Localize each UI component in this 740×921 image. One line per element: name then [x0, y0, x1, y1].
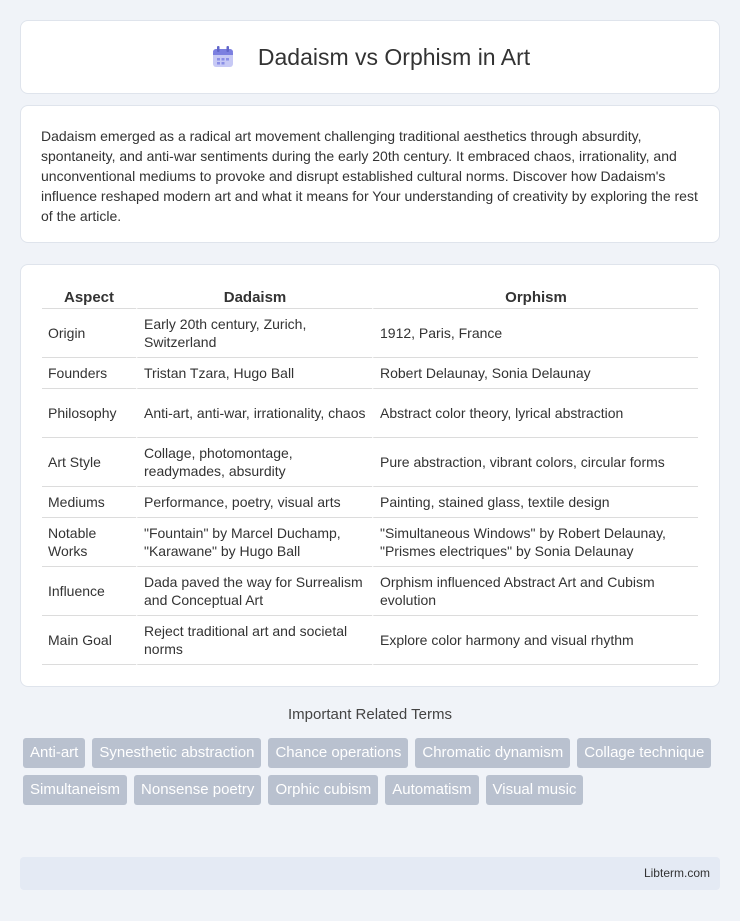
- dadaism-cell: Anti-art, anti-war, irrationality, chaos: [136, 389, 372, 438]
- term-tag[interactable]: Chance operations: [268, 738, 408, 768]
- header-orphism: Orphism: [372, 285, 698, 309]
- term-tag[interactable]: Synesthetic abstraction: [92, 738, 261, 768]
- aspect-cell: Philosophy: [42, 389, 136, 438]
- aspect-cell: Art Style: [42, 438, 136, 487]
- aspect-cell: Main Goal: [42, 616, 136, 665]
- term-tag[interactable]: Anti-art: [23, 738, 85, 768]
- footer-site-link[interactable]: Libterm.com: [643, 866, 710, 880]
- header-dadaism: Dadaism: [136, 285, 372, 309]
- term-tag[interactable]: Orphic cubism: [268, 775, 378, 805]
- term-tag[interactable]: Chromatic dynamism: [415, 738, 570, 768]
- dadaism-cell: Dada paved the way for Surrealism and Conceptual Art: [136, 567, 372, 616]
- table-header-row: [42, 285, 698, 309]
- orphism-cell: 1912, Paris, France: [372, 309, 698, 358]
- term-tag[interactable]: Automatism: [385, 775, 478, 805]
- related-terms-title: Important Related Terms: [288, 706, 452, 723]
- table-row: [42, 518, 698, 567]
- table-row: [42, 567, 698, 616]
- table-row: [42, 487, 698, 518]
- page-title: Dadaism vs Orphism in Art: [257, 43, 531, 70]
- table-row: [42, 616, 698, 665]
- dadaism-cell: Collage, photomontage, readymades, absurdity: [136, 438, 372, 487]
- orphism-cell: Explore color harmony and visual rhythm: [372, 616, 698, 665]
- intro-text: Dadaism emerged as a radical art movement challenging traditional aesthetics through absurdity, spontaneity, and anti-war sentiments during the early 20th century. It embraced chaos, irrationality, and unconventional mediums to provoke and disrupt established cultural norms. Discover how Dadaism's influence reshaped modern art and what it means for Your understanding of creativity by exploring the rest of the article.: [41, 128, 698, 224]
- dadaism-cell: Tristan Tzara, Hugo Ball: [136, 358, 372, 389]
- term-tag[interactable]: Simultaneism: [23, 775, 127, 805]
- dadaism-cell: "Fountain" by Marcel Duchamp, "Karawane" by Hugo Ball: [136, 518, 372, 567]
- aspect-cell: Influence: [42, 567, 136, 616]
- orphism-cell: Robert Delaunay, Sonia Delaunay: [372, 358, 698, 389]
- term-tag[interactable]: Collage technique: [577, 738, 711, 768]
- aspect-cell: Founders: [42, 358, 136, 389]
- orphism-cell: Orphism influenced Abstract Art and Cubism evolution: [372, 567, 698, 616]
- aspect-cell: Mediums: [42, 487, 136, 518]
- comparison-table: [42, 285, 698, 665]
- dadaism-cell: Performance, poetry, visual arts: [136, 487, 372, 518]
- table-row: [42, 438, 698, 487]
- table-row: [42, 358, 698, 389]
- orphism-cell: Abstract color theory, lyrical abstraction: [372, 389, 698, 438]
- related-terms-list: [23, 738, 723, 805]
- orphism-cell: Pure abstraction, vibrant colors, circular forms: [372, 438, 698, 487]
- term-tag[interactable]: Visual music: [486, 775, 584, 805]
- aspect-cell: Origin: [42, 309, 136, 358]
- intro-card: [20, 105, 720, 243]
- orphism-cell: Painting, stained glass, textile design: [372, 487, 698, 518]
- comparison-card: [20, 264, 720, 687]
- orphism-cell: "Simultaneous Windows" by Robert Delaunay, "Prismes electriques" by Sonia Delaunay: [372, 518, 698, 567]
- dadaism-cell: Early 20th century, Zurich, Switzerland: [136, 309, 372, 358]
- calendar-icon: [210, 44, 236, 70]
- header-card: [20, 20, 720, 94]
- header-aspect: Aspect: [42, 285, 136, 309]
- term-tag[interactable]: Nonsense poetry: [134, 775, 261, 805]
- footer: [20, 857, 720, 890]
- aspect-cell: Notable Works: [42, 518, 136, 567]
- table-row: [42, 309, 698, 358]
- table-row: [42, 389, 698, 438]
- dadaism-cell: Reject traditional art and societal norms: [136, 616, 372, 665]
